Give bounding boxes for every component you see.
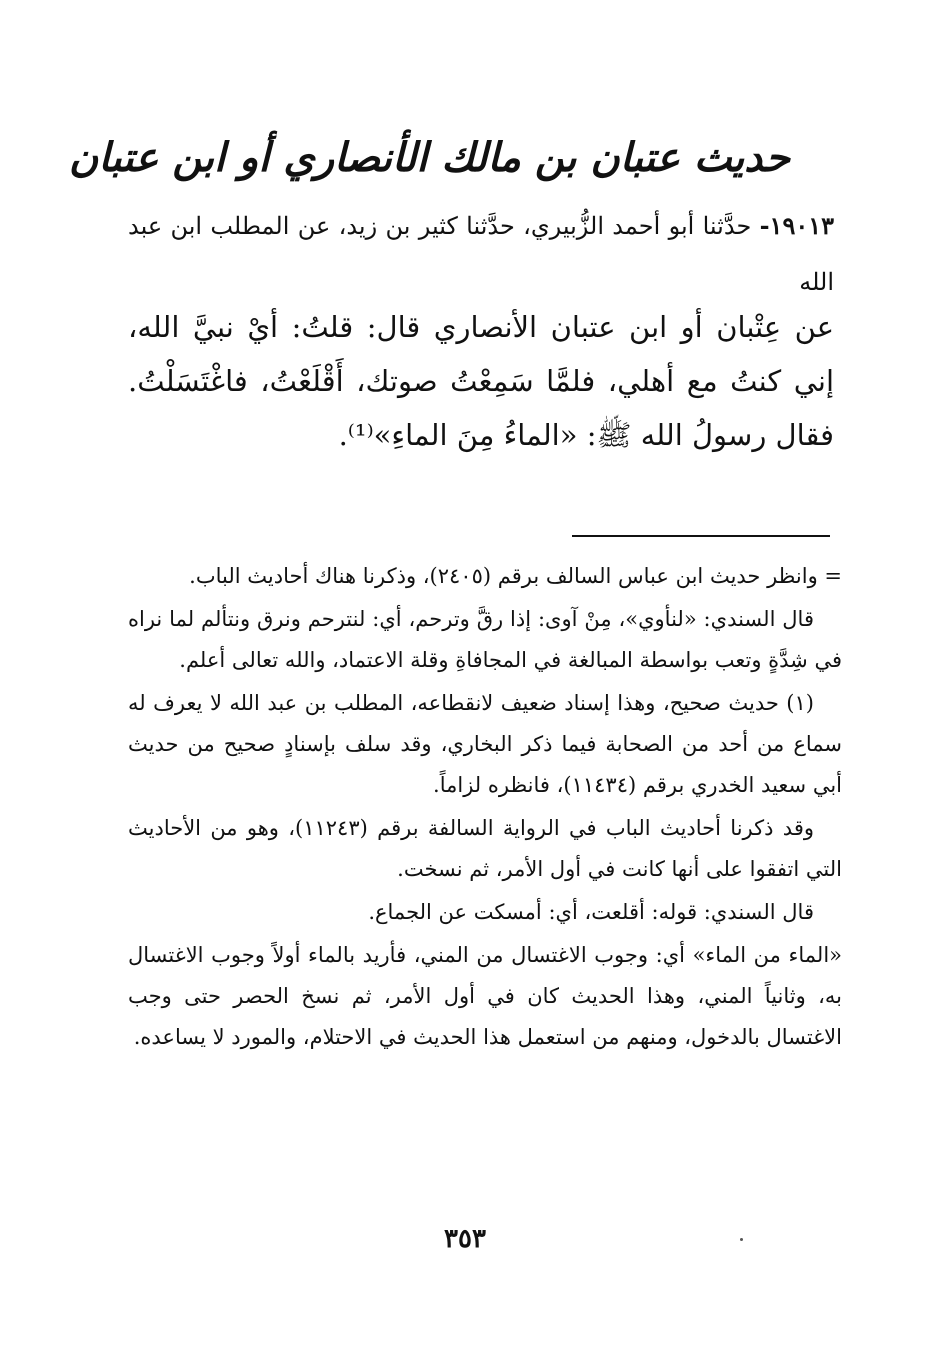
footnote-1-sindi-aqlat: قال السندي: قوله: أقلعت، أي: أمسكت عن الجماع. — [368, 900, 814, 924]
footnote-1: (١) حديث صحيح، وهذا إسناد ضعيف لانقطاعه، المطلب بن عبد الله لا يعرف له سماع من أحد من الصحابة فيما ذكر البخاري، وقد سلف بإسنادٍ صحيح من حديث أبي سعيد الخدري برقم (١١٤٣٤)، فانظره لزاماً. — [128, 691, 842, 797]
footnote-divider — [572, 535, 830, 537]
footnote-continuation: = وانظر حديث ابن عباس السالف برقم (٢٤٠٥)، وذكرنا هناك أحاديث الباب. — [189, 564, 842, 588]
chapter-title: حديث عتبان بن مالك الأنصاري أو ابن عتبان — [68, 134, 790, 181]
footnote-1-cross-reference: وقد ذكرنا أحاديث الباب في الرواية السالفة برقم (١١٢٤٣)، وهو من الأحاديث التي اتفقوا على أنها كانت في أول الأمر، ثم نسخت. — [128, 816, 842, 881]
hadith-number: ١٩٠١٣- — [759, 211, 834, 240]
footnotes — [128, 556, 842, 1058]
hadith-text: عن عِتْبان أو ابن عتبان الأنصاري قال: قلتُ: أيْ نبيَّ الله، إني كنتُ مع أهلي، فلمَّا سَمِعْتُ صوتك، أَقْلَعْتُ، فاغْتَسَلْتُ. فقال رسولُ الله ﷺ: «الماءُ مِنَ الماءِ»⁽¹⁾. — [128, 310, 834, 452]
scan-dot — [740, 1238, 743, 1241]
hadith-chain — [128, 198, 834, 310]
footnote-sindi-comment: قال السندي: «لنأوي»، مِنْ آوى: إذا رقَّ وترحم، أي: لنترحم ونرق ونتألم لما نراه في شِدَّةٍ وتعب بواسطة المبالغة في المجافاةِ وقلة الاعتماد، والله تعالى أعلم. — [128, 607, 842, 672]
footnote-1-water-explanation: «الماء من الماء» أي: وجوب الاغتسال من المني، فأريد بالماء أولاً وجوب الاغتسال به، وثانياً المني، وهذا الحديث كان في أول الأمر، ثم نسخ الحصر حتى وجب الاغتسال بالدخول، ومنهم من استعمل هذا الحديث في الاحتلام، والمورد لا يساعده. — [128, 943, 842, 1049]
page-number: ٣٥٣ — [444, 1224, 486, 1254]
hadith-chain-text: حدَّثنا أبو أحمد الزُّبيري، حدَّثنا كثير بن زيد، عن المطلب ابن عبد الله — [128, 212, 834, 296]
